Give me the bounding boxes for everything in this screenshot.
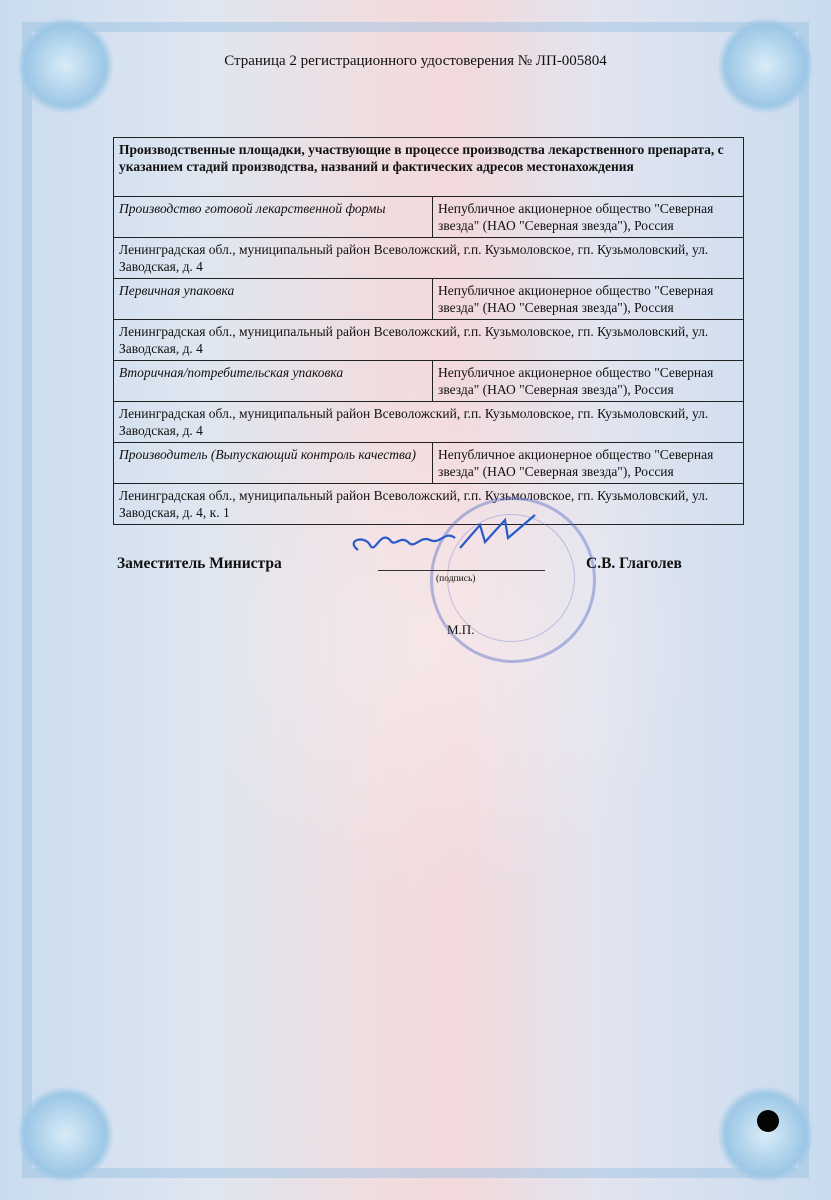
organization-cell: Непубличное акционерное общество "Северная звезда" (НАО "Северная звезда"), Россия	[433, 361, 744, 402]
organization-cell: Непубличное акционерное общество "Северная звезда" (НАО "Северная звезда"), Россия	[433, 279, 744, 320]
corner-ornament	[18, 1087, 113, 1182]
signature-caption: (подпись)	[436, 574, 476, 584]
page-title: Страница 2 регистрационного удостоверения № ЛП-005804	[224, 53, 607, 69]
corner-ornament	[718, 1087, 813, 1182]
production-sites-table	[113, 137, 744, 525]
signature-line	[378, 570, 545, 571]
table-heading: Производственные площадки, участвующие в процессе производства лекарственного препарата, с указанием стадий производства, названий и фактических адресов местонахождения	[114, 138, 744, 197]
punch-hole	[757, 1110, 779, 1132]
table-row	[114, 443, 744, 484]
organization-cell: Непубличное акционерное общество "Северная звезда" (НАО "Северная звезда"), Россия	[433, 443, 744, 484]
stage-cell: Производитель (Выпускающий контроль качества)	[114, 443, 433, 484]
address-cell: Ленинградская обл., муниципальный район Всеволожский, г.п. Кузьмоловское, гп. Кузьмоловский, ул. Заводская, д. 4, к. 1	[114, 484, 744, 525]
handwritten-signature	[340, 510, 550, 570]
organization-cell: Непубличное акционерное общество "Северная звезда" (НАО "Северная звезда"), Россия	[433, 197, 744, 238]
address-cell: Ленинградская обл., муниципальный район Всеволожский, г.п. Кузьмоловское, гп. Кузьмоловский, ул. Заводская, д. 4	[114, 402, 744, 443]
table-row	[114, 361, 744, 402]
seal-label: М.П.	[447, 622, 475, 637]
table-row	[114, 197, 744, 238]
stage-cell: Вторичная/потребительская упаковка	[114, 361, 433, 402]
address-cell: Ленинградская обл., муниципальный район Всеволожский, г.п. Кузьмоловское, гп. Кузьмоловский, ул. Заводская, д. 4	[114, 320, 744, 361]
stage-cell: Производство готовой лекарственной формы	[114, 197, 433, 238]
signatory-role: Заместитель Министра	[117, 555, 282, 572]
signatory-name: С.В. Глаголев	[586, 555, 682, 572]
address-cell: Ленинградская обл., муниципальный район Всеволожский, г.п. Кузьмоловское, гп. Кузьмоловский, ул. Заводская, д. 4	[114, 238, 744, 279]
stage-cell: Первичная упаковка	[114, 279, 433, 320]
table-row	[114, 279, 744, 320]
